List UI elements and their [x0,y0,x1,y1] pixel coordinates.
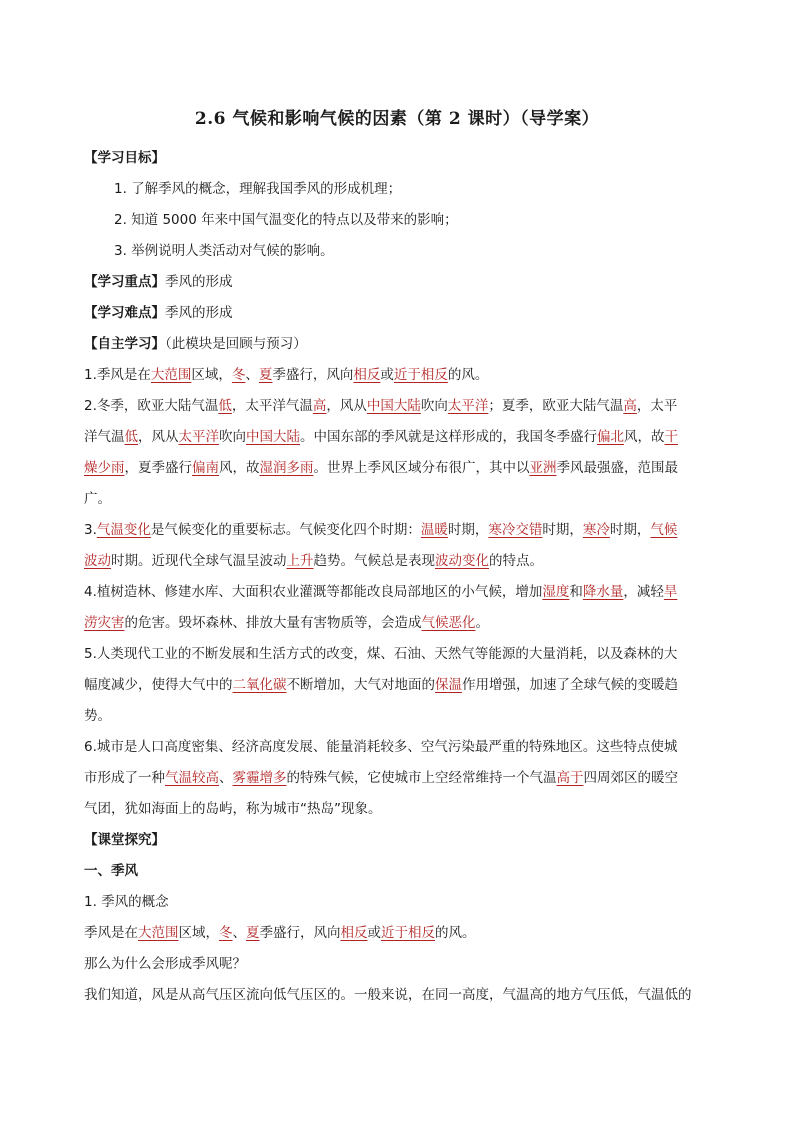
text: 时期， [542,522,583,538]
text: 4.植树造林、修建水库、大面积农业灌溉等都能改良局部地区的小气候，增加 [84,584,543,600]
answer-blank: 夏 [246,925,260,941]
text: 区域， [178,925,219,941]
text: 区域， [191,367,232,383]
text: 趋势。气候总是表现 [313,553,435,569]
answer-blank: 太平洋 [178,429,219,445]
text: 季盛行，风向 [272,367,354,383]
answer-blank: 旱 [663,584,678,600]
answer-blank: 中国大陆 [366,398,421,414]
text: 。 [475,615,489,631]
question-line: 那么为什么会形成季风呢？ [84,956,246,972]
text: ，风从 [326,398,367,414]
question-2-line-3 [84,453,712,484]
text: 2.冬季，欧亚大陆气温 [84,398,219,414]
difficulty-line [84,298,712,329]
objectives-heading: 【学习目标】 [84,150,165,166]
text: 1.季风是在 [84,367,151,383]
text: 幅度减少，使得大气中的 [84,677,233,693]
text: ，风从 [138,429,179,445]
key-point-text: 季风的形成 [165,274,233,290]
text: 6.城市是人口高度密集、经济高度发展、能量消耗较多、空气污染最严重的特殊地区。这些特点使城 [84,739,678,755]
definition-line [84,918,712,949]
answer-blank: 偏南 [192,460,219,476]
answer-blank: 近于相反 [393,367,448,383]
answer-blank: 寒冷 [582,522,610,538]
objective-item: 2. 知道 5000 年来中国气温变化的特点以及带来的影响； [114,212,458,228]
text: ，太平 [636,398,678,414]
answer-blank: 高于 [556,770,584,786]
answer-blank: 湿润多雨 [259,460,314,476]
text: 、 [219,770,233,786]
objective-item: 1. 了解季风的概念，理解我国季风的形成机理； [114,181,402,197]
question-2-line-1 [84,391,712,422]
answer-blank: 大范围 [138,925,179,941]
answer-blank: 湿度 [542,584,570,600]
question-2-line-4 [84,484,712,515]
question-5-line-1 [84,639,712,670]
text: 或 [380,367,394,383]
paragraph-line: 我们知道，风是从高气压区流向低气压区的。一般来说，在同一高度，气温高的地方气压低，气温低的 [84,987,692,1003]
text: 洋气温 [84,429,125,445]
answer-blank: 寒冷交错 [488,522,543,538]
text: 风，故 [219,460,260,476]
objective-item: 3. 举例说明人类活动对气候的影响。 [114,243,334,259]
text: 季风是在 [84,925,138,941]
text: ，太平洋气温 [231,398,313,414]
question-6-line-3 [84,794,712,825]
answer-blank: 亚洲 [529,460,557,476]
answer-blank: 涝灾害 [84,615,125,631]
difficulty-text: 季风的形成 [165,305,233,321]
text: 时期， [447,522,489,538]
text: 吹向 [219,429,246,445]
self-study-line [84,329,712,360]
text: 时期。近现代全球气温呈波动 [111,553,287,569]
text: ；夏季，欧亚大陆气温 [488,398,624,414]
answer-blank: 偏北 [597,429,624,445]
text: 3. [84,522,97,538]
text: 势。 [84,708,111,724]
question-3-line-2 [84,546,712,577]
subsection-heading: 1. 季风的概念 [84,894,169,910]
answer-blank: 波动变化 [435,553,489,569]
key-point-line [84,267,712,298]
text: 。世界上季风区域分布很广，其中以 [313,460,530,476]
answer-blank: 二氧化碳 [232,677,287,693]
question-4-line-1 [84,577,712,608]
question-6-line-1 [84,732,712,763]
text: 、 [232,925,246,941]
text: 的特殊气候，它使城市上空经常维持一个气温 [286,770,557,786]
question-2-line-2 [84,422,712,453]
text: 。中国东部的季风就是这样形成的，我国冬季盛行 [300,429,597,445]
text: ，夏季盛行 [124,460,192,476]
answer-blank: 气候恶化 [421,615,476,631]
answer-blank: 低 [124,429,138,445]
answer-blank: 相反 [340,925,368,941]
answer-blank: 降水量 [582,584,624,600]
question-3-line-1 [84,515,712,546]
question-5-line-2 [84,670,712,701]
text: 的风。 [435,925,476,941]
answer-blank: 高 [312,398,327,414]
text: 或 [367,925,381,941]
self-study-label: 【自主学习】 [84,336,165,352]
answer-blank: 波动 [84,553,111,569]
answer-blank: 近于相反 [381,925,435,941]
text: 气团，犹如海面上的岛屿，称为城市“热岛”现象。 [84,801,382,817]
answer-blank: 干 [664,429,678,445]
answer-blank: 冬 [219,925,233,941]
difficulty-label: 【学习难点】 [84,305,165,321]
answer-blank: 相反 [353,367,381,383]
question-6-line-2 [84,763,712,794]
answer-blank: 中国大陆 [246,429,300,445]
answer-blank: 高 [623,398,637,414]
answer-blank: 大范围 [150,367,192,383]
answer-blank: 夏 [258,367,273,383]
text: 和 [569,584,583,600]
text: 季盛行，风向 [259,925,341,941]
text: 吹向 [420,398,448,414]
text: 、 [245,367,259,383]
answer-blank: 低 [218,398,232,414]
text: 时期， [609,522,651,538]
text: 5.人类现代工业的不断发展和生活方式的改变，煤、石油、天然气等能源的大量消耗，以及森林的大 [84,646,678,662]
answer-blank: 保温 [435,677,462,693]
text: 季风最强盛，范围最 [556,460,678,476]
text: 风，故 [624,429,665,445]
question-1 [84,360,712,391]
answer-blank: 气温变化 [96,522,151,538]
text: 的危害。毁坏森林、排放大量有害物质等，会造成 [124,615,422,631]
text: 作用增强，加速了全球气候的变暖趋 [462,677,678,693]
text: 市形成了一种 [84,770,165,786]
text: 的特点。 [489,553,543,569]
answer-blank: 雾霾增多 [232,770,287,786]
text: 四周郊区的暖空 [583,770,678,786]
answer-blank: 燥少雨 [84,460,125,476]
text: 是气候变化的重要标志。气候变化四个时期： [150,522,421,538]
self-study-note: （此模块是回顾与预习） [165,336,307,352]
question-4-line-2 [84,608,712,639]
text: 不断增加，大气对地面的 [286,677,435,693]
answer-blank: 气候 [650,522,678,538]
answer-blank: 冬 [231,367,246,383]
explore-heading: 【课堂探究】 [84,832,165,848]
text: ，减轻 [623,584,664,600]
text: 的风。 [447,367,489,383]
key-point-label: 【学习重点】 [84,274,165,290]
question-5-line-3 [84,701,712,732]
answer-blank: 气温较高 [165,770,219,786]
section-heading: 一、季风 [84,863,138,879]
answer-blank: 上升 [286,553,314,569]
document-body [84,143,712,1011]
answer-blank: 温暖 [420,522,448,538]
answer-blank: 太平洋 [447,398,489,414]
text: 广。 [84,491,111,507]
page-title: 2.6 气候和影响气候的因素（第 2 课时）（导学案） [194,109,600,129]
